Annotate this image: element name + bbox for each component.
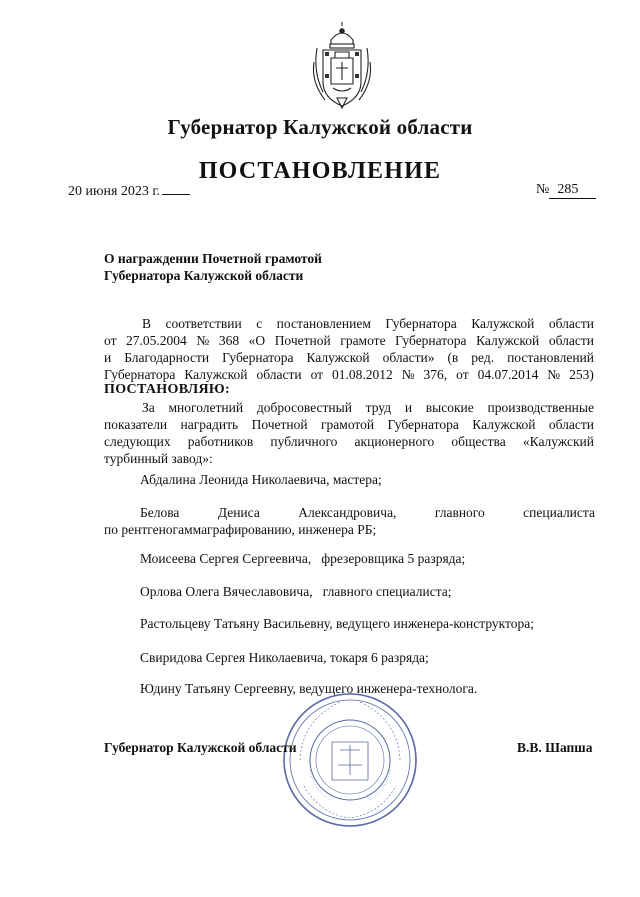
date-underline: [162, 182, 190, 195]
text-word: Губернатора: [104, 367, 176, 382]
text-word: (в: [447, 350, 459, 365]
preamble-paragraph: [104, 315, 594, 383]
awardee-word: Дениса: [217, 505, 260, 520]
signatory-title: Губернатор Калужской области: [104, 740, 297, 755]
awardee-word: Белова: [140, 505, 180, 520]
text-word: Калужской: [476, 333, 540, 348]
text-word: общества: [451, 434, 506, 449]
text-word: соответствии: [165, 316, 242, 331]
award-line-1: [104, 399, 594, 416]
text-word: Калужской: [306, 350, 370, 365]
text-word: №: [196, 333, 210, 348]
awardee-item-2-line-1: [140, 505, 595, 521]
awardee-word: главного: [434, 505, 485, 520]
award-line-2: [104, 416, 594, 433]
text-word: труд: [365, 400, 392, 415]
text-word: «Калужский: [522, 434, 594, 449]
award-line-4: турбинный завод»:: [104, 451, 213, 466]
text-word: от: [456, 367, 469, 382]
awardee-item: Моисеева Сергея Сергеевича, фрезеровщика 5 разряда;: [140, 551, 466, 566]
text-word: добросовестный: [256, 400, 352, 415]
text-word: 01.08.2012: [332, 367, 393, 382]
text-word: Почетной: [274, 333, 331, 348]
text-word: Губернатора: [385, 316, 457, 331]
text-word: 27.05.2004: [126, 333, 187, 348]
text-word: и: [104, 350, 112, 365]
awardee-item: Абдалина Леонида Николаевича, мастера;: [140, 472, 382, 487]
number-value: 285: [549, 182, 596, 199]
text-word: работников: [187, 434, 254, 449]
text-word: Калужской: [472, 417, 536, 432]
text-word: Губернатора: [222, 350, 294, 365]
text-word: №: [401, 367, 415, 382]
awardee-item: Юдину Татьяну Сергеевну, ведущего инженера-технолога.: [140, 681, 478, 696]
text-word: с: [256, 316, 263, 331]
topic-line-1: О награждении Почетной грамотой: [104, 251, 322, 266]
text-word: производственные: [487, 400, 594, 415]
preamble-line-3: [104, 349, 594, 366]
text-word: За: [142, 400, 155, 415]
text-word: от: [310, 367, 324, 382]
awardee-item-2-line-2: по рентгеногаммаграфированию, инженера РБ;: [104, 522, 377, 537]
awardee-word: специалиста: [523, 505, 595, 520]
document-topic: [104, 250, 322, 284]
text-word: области»: [382, 350, 435, 365]
awardee-item: Свиридова Сергея Николаевича, токаря 6 разряда;: [140, 650, 429, 665]
coat-of-arms-icon: [311, 22, 373, 112]
text-word: области: [548, 417, 594, 432]
text-word: акционерного: [354, 434, 435, 449]
text-word: многолетний: [168, 400, 244, 415]
awardee-item: Растольцеву Татьяну Васильевну, ведущего инженера-конструктора;: [140, 616, 535, 631]
text-word: 376,: [423, 367, 448, 382]
text-word: Калужской: [471, 316, 535, 331]
text-word: №: [547, 367, 561, 382]
text-word: 253): [569, 367, 594, 382]
text-word: области: [548, 333, 594, 348]
signatory-name: В.В. Шапша: [517, 740, 593, 755]
text-word: области: [256, 367, 302, 382]
award-line-3: [104, 433, 594, 450]
text-word: высокие: [425, 400, 474, 415]
text-word: грамотой: [321, 417, 375, 432]
topic-line-2: Губернатора Калужской области: [104, 268, 304, 283]
issuing-authority: Губернатор Калужской области: [167, 115, 473, 139]
text-word: ред.: [471, 350, 495, 365]
text-word: от: [104, 333, 117, 348]
text-word: Почетной: [251, 417, 308, 432]
date-value: 20 июня 2023 г.: [68, 184, 161, 199]
number-label: №: [536, 182, 550, 197]
text-word: 368: [218, 333, 240, 348]
preamble-line-4: [104, 366, 594, 383]
text-word: следующих: [104, 434, 171, 449]
text-word: В: [142, 316, 152, 331]
text-word: грамоте: [340, 333, 386, 348]
document-type: ПОСТАНОВЛЕНИЕ: [198, 158, 442, 184]
preamble-line-1: [104, 315, 594, 332]
text-word: постановлений: [507, 350, 594, 365]
document-date: [68, 182, 190, 200]
award-paragraph: [104, 399, 594, 467]
preamble-line-2: [104, 332, 594, 349]
official-seal-icon: [280, 690, 420, 830]
text-word: области: [548, 316, 594, 331]
text-word: «О: [248, 333, 266, 348]
document-number: [536, 182, 596, 199]
text-word: 04.07.2014: [477, 367, 539, 382]
awardee-word: Александровича,: [298, 505, 397, 520]
text-word: постановлением: [276, 316, 371, 331]
text-word: наградить: [180, 417, 239, 432]
text-word: Благодарности: [124, 350, 210, 365]
text-word: Губернатора: [387, 417, 459, 432]
awardee-item: Орлова Олега Вячеславовича, главного специалиста;: [140, 584, 452, 599]
resolve-heading: ПОСТАНОВЛЯЮ:: [104, 382, 230, 397]
text-word: показатели: [104, 417, 168, 432]
text-word: публичного: [270, 434, 338, 449]
text-word: Калужской: [184, 367, 248, 382]
text-word: Губернатора: [395, 333, 467, 348]
text-word: и: [404, 400, 413, 415]
